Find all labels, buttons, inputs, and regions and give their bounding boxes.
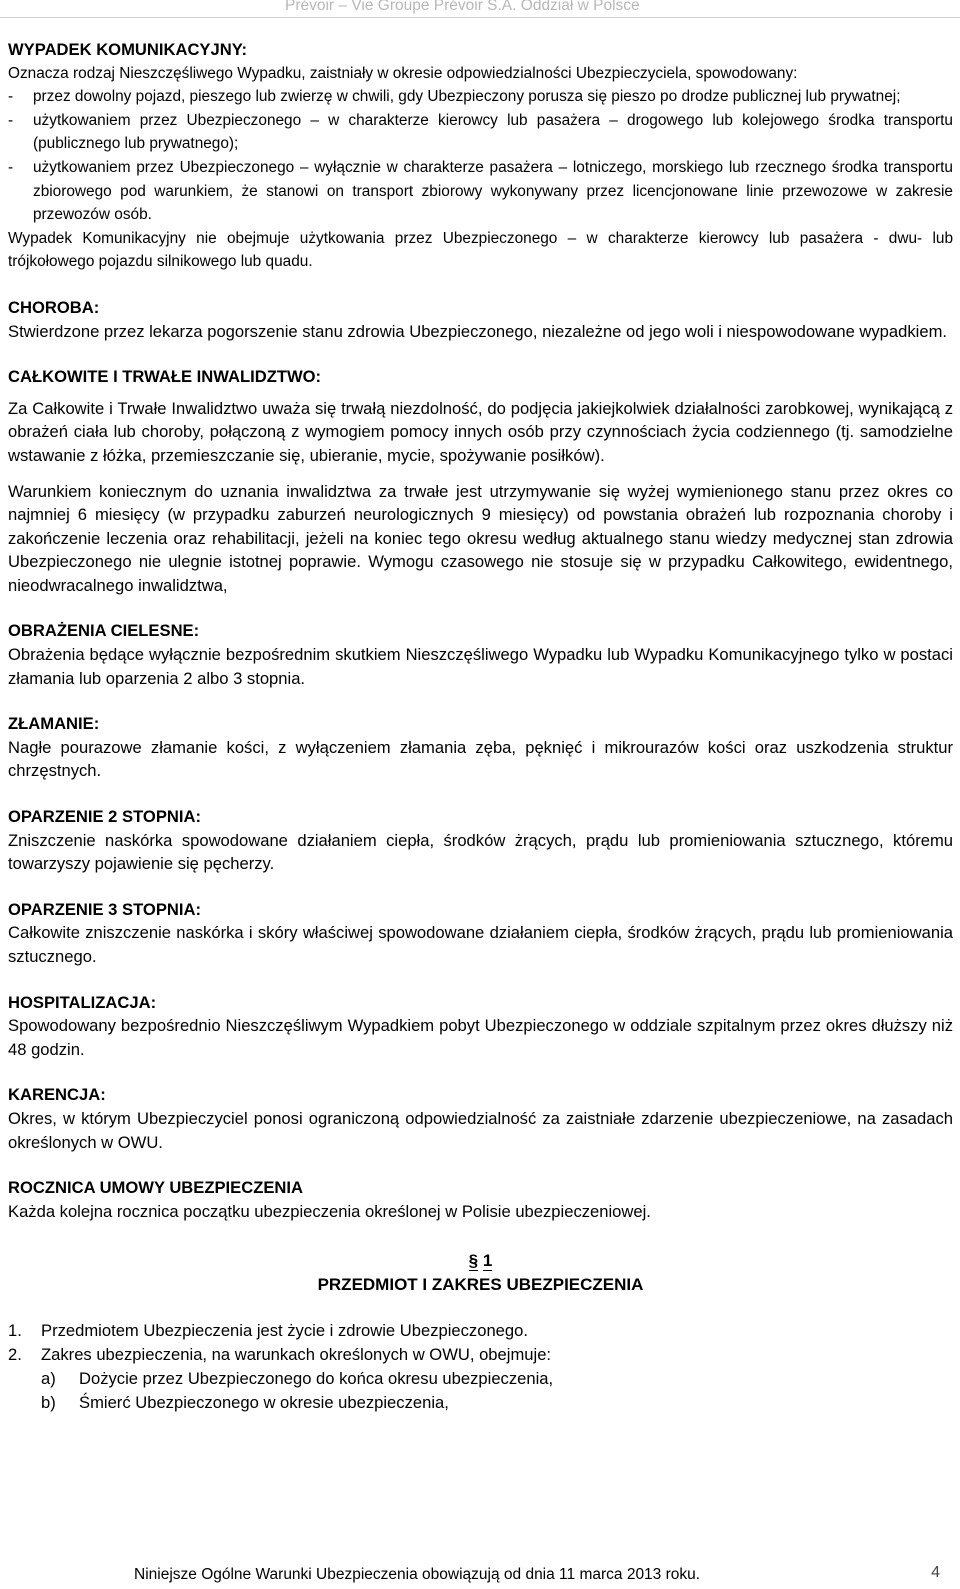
header-text: Prévoir – Vie Groupe Prévoir S.A. Oddział w Polsce: [285, 0, 640, 14]
wypadek-item: - użytkowaniem przez Ubezpieczonego – wyłącznie w charakterze pasażera – lotniczego, morskiego lub rzecznego środka transportu zbiorowego pod warunkiem, że stanowi on transport zbiorowy wykonywany przez licencjonowane linie przewozowe w zakresie przewozów osób.: [8, 156, 953, 227]
sub-list-item-letter: a): [41, 1369, 56, 1389]
section-number: [8, 1249, 953, 1273]
list-item: [8, 1343, 953, 1367]
section-symbol: §: [468, 1251, 479, 1271]
list-item-text: Zakres ubezpieczenia, na warunkach określonych w OWU, obejmuje:: [41, 1345, 552, 1365]
heading-oparzenie3: OPARZENIE 3 STOPNIA:: [8, 899, 202, 919]
sub-list-item: [8, 1391, 953, 1415]
document-body: [8, 38, 953, 1415]
heading-obrazenia: OBRAŻENIA CIELESNE:: [8, 621, 200, 641]
wypadek-item-text: przez dowolny pojazd, pieszego lub zwierzę w chwili, gdy Ubezpieczony porusza się pieszo po drodze publicznej lub prywatnej;: [33, 88, 901, 106]
wypadek-item-text: użytkowaniem przez Ubezpieczonego – wyłącznie w charakterze pasażera – lotniczego, morskiego lub rzecznego środka transportu zbiorowego pod warunkiem, że stanowi on transport zbiorowy wykonywany przez licencjonowane linie przewozowe w zakresie przewozów osób.: [33, 158, 953, 224]
oparzenie3-text: Całkowite zniszczenie naskórka i skóry właściwej spowodowane działaniem ciepła, środków żrących, prądu lub promieniowania sztucznego.: [8, 923, 953, 966]
hospitalizacja-text: Spowodowany bezpośrednio Nieszczęśliwym Wypadkiem pobyt Ubezpieczonego w oddziale szpitalnym przez okres dłuższy niż 48 godzin.: [8, 1016, 953, 1059]
inwalidztwo-p2: Warunkiem koniecznym do uznania inwalidztwa za trwałe jest utrzymywanie się wyżej wymienionego stanu przez okres co najmniej 6 miesięcy (w przypadku zaburzeń neurologicznych 9 miesięcy) od powstania obrażeń lub rozpoznania choroby i zakończenie leczenia oraz rehabilitacji, jeżeli na koniec tego okresu według aktualnego stanu wiedzy medycznej stan zdrowia Ubezpieczonego nie ulegnie istotnej poprawie. Wymogu czasowego nie stosuje się w przypadku Całkowitego, ewidentnego, nieodwracalnego inwalidztwa,: [8, 481, 953, 595]
heading-karencja: KARENCJA:: [8, 1085, 106, 1105]
page-header: [0, 0, 960, 20]
karencja-text: Okres, w którym Ubezpieczyciel ponosi ograniczoną odpowiedzialność za zaistniałe zdarzenie ubezpieczeniowe, na zasadach określonych w OWU.: [8, 1108, 953, 1152]
footer-text: Niniejsze Ogólne Warunki Ubezpieczenia obowiązują od dnia 11 marca 2013 roku.: [134, 1566, 701, 1583]
inwalidztwo-p1: Za Całkowite i Trwałe Inwalidztwo uważa się trwałą niezdolność, do podjęcia jakiejkolwiek działalności zarobkowej, wynikającą z obrażeń ciała lub choroby, połączoną z wymogiem pomocy innych osób przy czynnościach życia codziennego (tj. samodzielne wstawanie z łóżka, przemieszczanie się, ubieranie, mycie, spożywanie posiłków).: [8, 398, 953, 465]
heading-zlamanie: ZŁAMANIE:: [8, 714, 100, 734]
sub-list-item-letter: b): [41, 1393, 56, 1413]
wypadek-intro: Oznacza rodzaj Nieszczęśliwego Wypadku, zaistniały w okresie odpowiedzialności Ubezpieczyciela, spowodowany:: [8, 64, 798, 82]
oparzenie2-text: Zniszczenie naskórka spowodowane działaniem ciepła, środków żrących, prądu lub promieniowania sztucznego, któremu towarzyszy pojawienie się pęcherzy.: [8, 830, 953, 874]
heading-inwalidztwo: CAŁKOWITE I TRWAŁE INWALIDZTWO:: [8, 367, 322, 387]
heading-rocznica: ROCZNICA UMOWY UBEZPIECZENIA: [8, 1178, 304, 1198]
zlamanie-text: Nagłe pourazowe złamanie kości, z wyłączeniem złamania zęba, pęknięć i mikrourazów kości oraz uszkodzenia struktur chrzęstnych.: [8, 737, 953, 781]
obrazenia-text: Obrażenia będące wyłącznie bezpośrednim skutkiem Nieszczęśliwego Wypadku lub Wypadku Komunikacyjnego tylko w postaci złamania lub oparzenia 2 albo 3 stopnia.: [8, 645, 953, 688]
section-title: PRZEDMIOT I ZAKRES UBEZPIECZENIA: [317, 1275, 644, 1295]
rocznica-text: Każda kolejna rocznica początku ubezpieczenia określonej w Polisie ubezpieczeniowej.: [8, 1201, 651, 1221]
wypadek-item-text: użytkowaniem przez Ubezpieczonego – w charakterze kierowcy lub pasażera – drogowego lub kolejowego środka transportu (publicznego lub prywatnego);: [33, 111, 953, 153]
list-item-text: Przedmiotem Ubezpieczenia jest życie i zdrowie Ubezpieczonego.: [41, 1321, 528, 1341]
wypadek-item: - użytkowaniem przez Ubezpieczonego – w charakterze kierowcy lub pasażera – drogowego lub kolejowego środka transportu (publicznego lub prywatnego);: [8, 109, 953, 156]
heading-choroba: CHOROBA:: [8, 297, 100, 317]
heading-wypadek: WYPADEK KOMUNIKACYJNY:: [8, 40, 248, 59]
sub-list-item-text: Dożycie przez Ubezpieczonego do końca okresu ubezpieczenia,: [79, 1369, 554, 1389]
choroba-text: Stwierdzone przez lekarza pogorszenie stanu zdrowia Ubezpieczonego, niezależne od jego woli i niespowodowane wypadkiem.: [8, 321, 948, 341]
list-item-number: 1.: [8, 1321, 22, 1341]
sub-list-item: [8, 1367, 953, 1391]
wypadek-outro: Wypadek Komunikacyjny nie obejmuje użytkowania przez Ubezpieczonego – w charakterze kierowcy lub pasażera - dwu- lub trójkołowego pojazdu silnikowego lub quadu.: [8, 229, 953, 271]
sub-list-item-text: Śmierć Ubezpieczonego w okresie ubezpieczenia,: [79, 1393, 449, 1413]
section-number-value: 1: [482, 1251, 493, 1271]
list-item: [8, 1319, 953, 1343]
page-footer: [0, 1566, 960, 1588]
page-number: 4: [931, 1564, 940, 1581]
wypadek-item: - przez dowolny pojazd, pieszego lub zwierzę w chwili, gdy Ubezpieczony porusza się pieszo po drodze publicznej lub prywatnej;: [8, 85, 953, 109]
heading-oparzenie2: OPARZENIE 2 STOPNIA:: [8, 807, 202, 827]
heading-hospitalizacja: HOSPITALIZACJA:: [8, 992, 157, 1012]
list-item-number: 2.: [8, 1345, 22, 1365]
header-rule: [0, 17, 960, 18]
